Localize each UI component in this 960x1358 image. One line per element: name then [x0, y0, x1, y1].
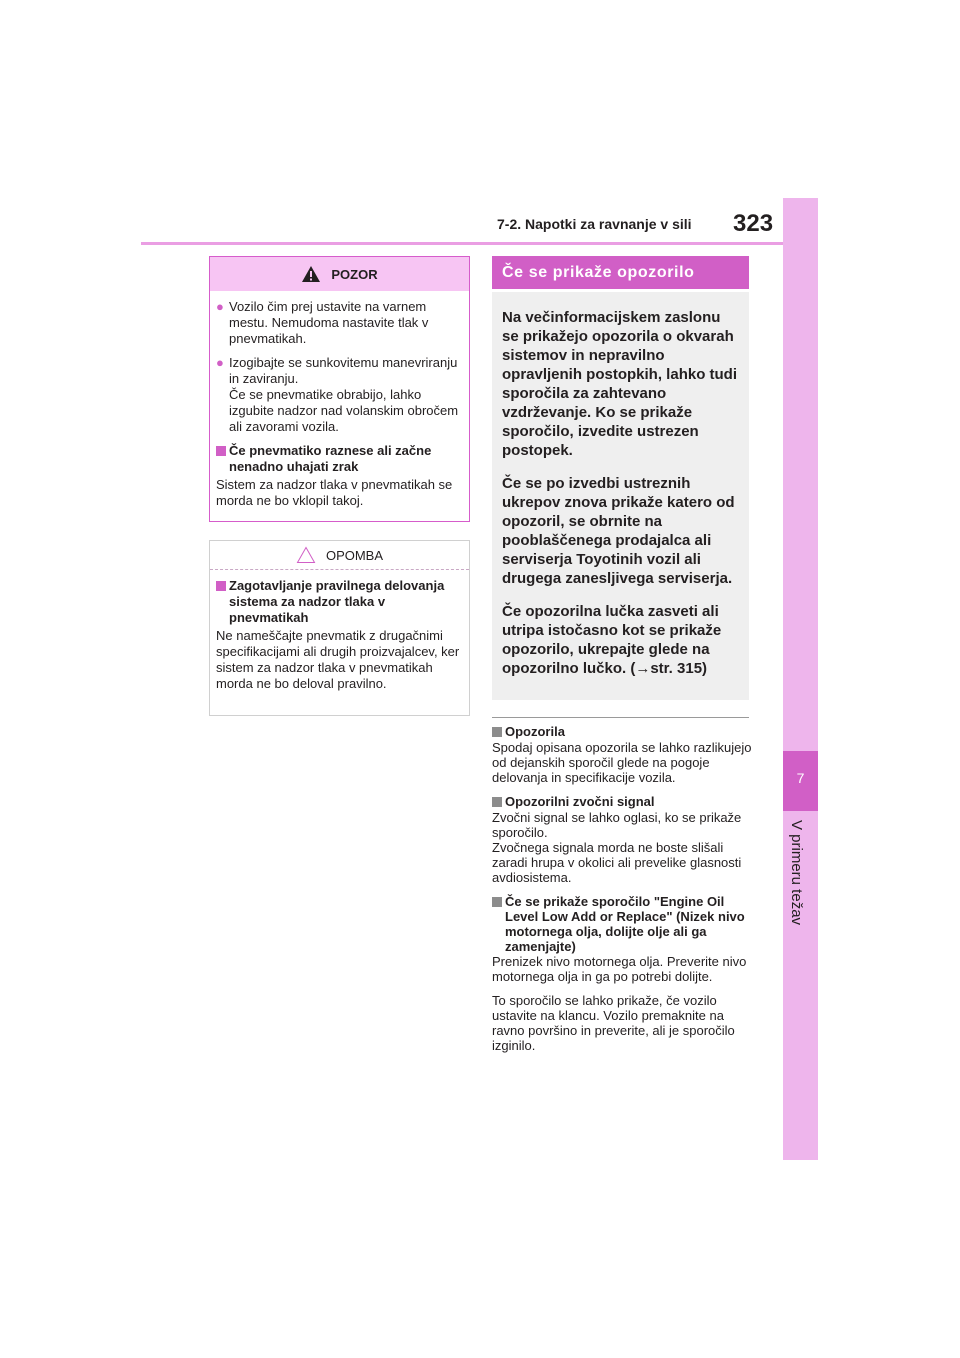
section-title: Če se prikaže opozorilo: [492, 256, 749, 289]
note-heading-row: [492, 894, 754, 954]
panel-paragraph: Na večinformacijskem zaslonu se prikažejo opozorila o okvarah sistemov in nepravilno opravljenih postopkih, lahko tudi sporočila za zahtevano vzdrževanje. Ko se prikaže sporočilo, izvedite ustrezen postopek.: [502, 309, 738, 459]
header-rule: [141, 242, 783, 245]
square-bullet-icon: [492, 897, 502, 907]
opomba-title: OPOMBA: [325, 547, 384, 563]
note-heading: Opozorilni zvočni signal: [505, 794, 655, 809]
pozor-bullet-text: Vozilo čim prej ustavite na varnem mestu. Nemudoma nastavite tlak v pnevmatikah.: [229, 299, 429, 346]
page-number: 323: [733, 210, 774, 237]
warning-info-panel: [492, 292, 749, 700]
pozor-bullet: [216, 355, 463, 435]
note-heading-row: [492, 724, 754, 740]
square-bullet-icon: [492, 797, 502, 807]
pozor-header: [210, 257, 469, 291]
notes-list: [492, 724, 754, 1062]
panel-paragraph: Če opozorilna lučka zasveti ali utripa istočasno kot se prikaže opozorilo, ukrepajte glede na opozorilno lučko. (→str. 315): [502, 603, 722, 677]
pozor-subheading: Če pnevmatiko raznese ali začne nenadno uhajati zrak: [229, 443, 432, 474]
bullet-dot-icon: ●: [216, 355, 224, 370]
panel-paragraph: Če se po izvedbi ustreznih ukrepov znova prikaže katero od opozoril, se obrnite na pooblaščenega prodajalca ali serviserja Toyotinih vozil ali drugega zanesljivega serviserja.: [502, 475, 735, 587]
square-bullet-icon: [216, 581, 226, 591]
pozor-title: POZOR: [331, 266, 378, 282]
note-text: To sporočilo se lahko prikaže, če vozilo ustavite na klancu. Vozilo premaknite na ravno površino in preverite, ali je sporočilo izginilo.: [492, 993, 735, 1053]
chapter-label: V primeru težav: [788, 820, 805, 926]
chapter-side-strip: [783, 198, 818, 1160]
warning-triangle-icon: [301, 265, 321, 283]
running-header: 7-2. Napotki za ravnanje v sili: [497, 216, 692, 232]
pozor-bullet-text: Izogibajte se sunkovitemu manevriranju in zaviranju. Če se pnevmatike obrabijo, lahko izgubite nadzor nad volanskim obročem ali zavorami vozila.: [229, 355, 459, 434]
note-heading-row: [492, 794, 754, 810]
pozor-text: Sistem za nadzor tlaka v pnevmatikah se morda ne bo vklopil takoj.: [216, 477, 453, 508]
square-bullet-icon: [216, 446, 226, 456]
note-heading: Če se prikaže sporočilo "Engine Oil Level Low Add or Replace" (Nizek nivo motornega olja, dolijte olje ali ga zamenjajte): [505, 894, 745, 954]
chapter-number: 7: [796, 770, 805, 786]
pozor-warning-box: [209, 256, 470, 522]
opomba-subheading-row: [216, 578, 463, 626]
opomba-subheading: Zagotavljanje pravilnega delovanja sistema za nadzor tlaka v pnevmatikah: [229, 578, 445, 625]
opomba-note-box: [209, 540, 470, 716]
square-bullet-icon: [492, 727, 502, 737]
caution-outline-triangle-icon: [296, 546, 316, 564]
note-text: Prenizek nivo motornega olja. Preverite nivo motornega olja in ga po potrebi dolijte.: [492, 954, 747, 984]
pozor-subheading-row: [216, 443, 463, 475]
opomba-text: Ne nameščajte pnevmatik z drugačnimi specifikacijami ali drugih proizvajalcev, ker sistem za nadzor tlaka v pnevmatikah morda ne bo deloval pravilno.: [216, 628, 460, 691]
note-text: Zvočni signal se lahko oglasi, ko se prikaže sporočilo. Zvočnega signala morda ne boste slišali zaradi hrupa v okolici ali prevelike glasnosti avdiosistema.: [492, 810, 742, 885]
bullet-dot-icon: ●: [216, 299, 224, 314]
column-divider: [492, 717, 749, 718]
note-heading: Opozorila: [505, 724, 565, 739]
pozor-bullet: [216, 299, 463, 347]
note-text: Spodaj opisana opozorila se lahko razlikujejo od dejanskih sporočil glede na pogoje delovanja in specifikacije vozila.: [492, 740, 752, 785]
opomba-header: [210, 541, 469, 570]
